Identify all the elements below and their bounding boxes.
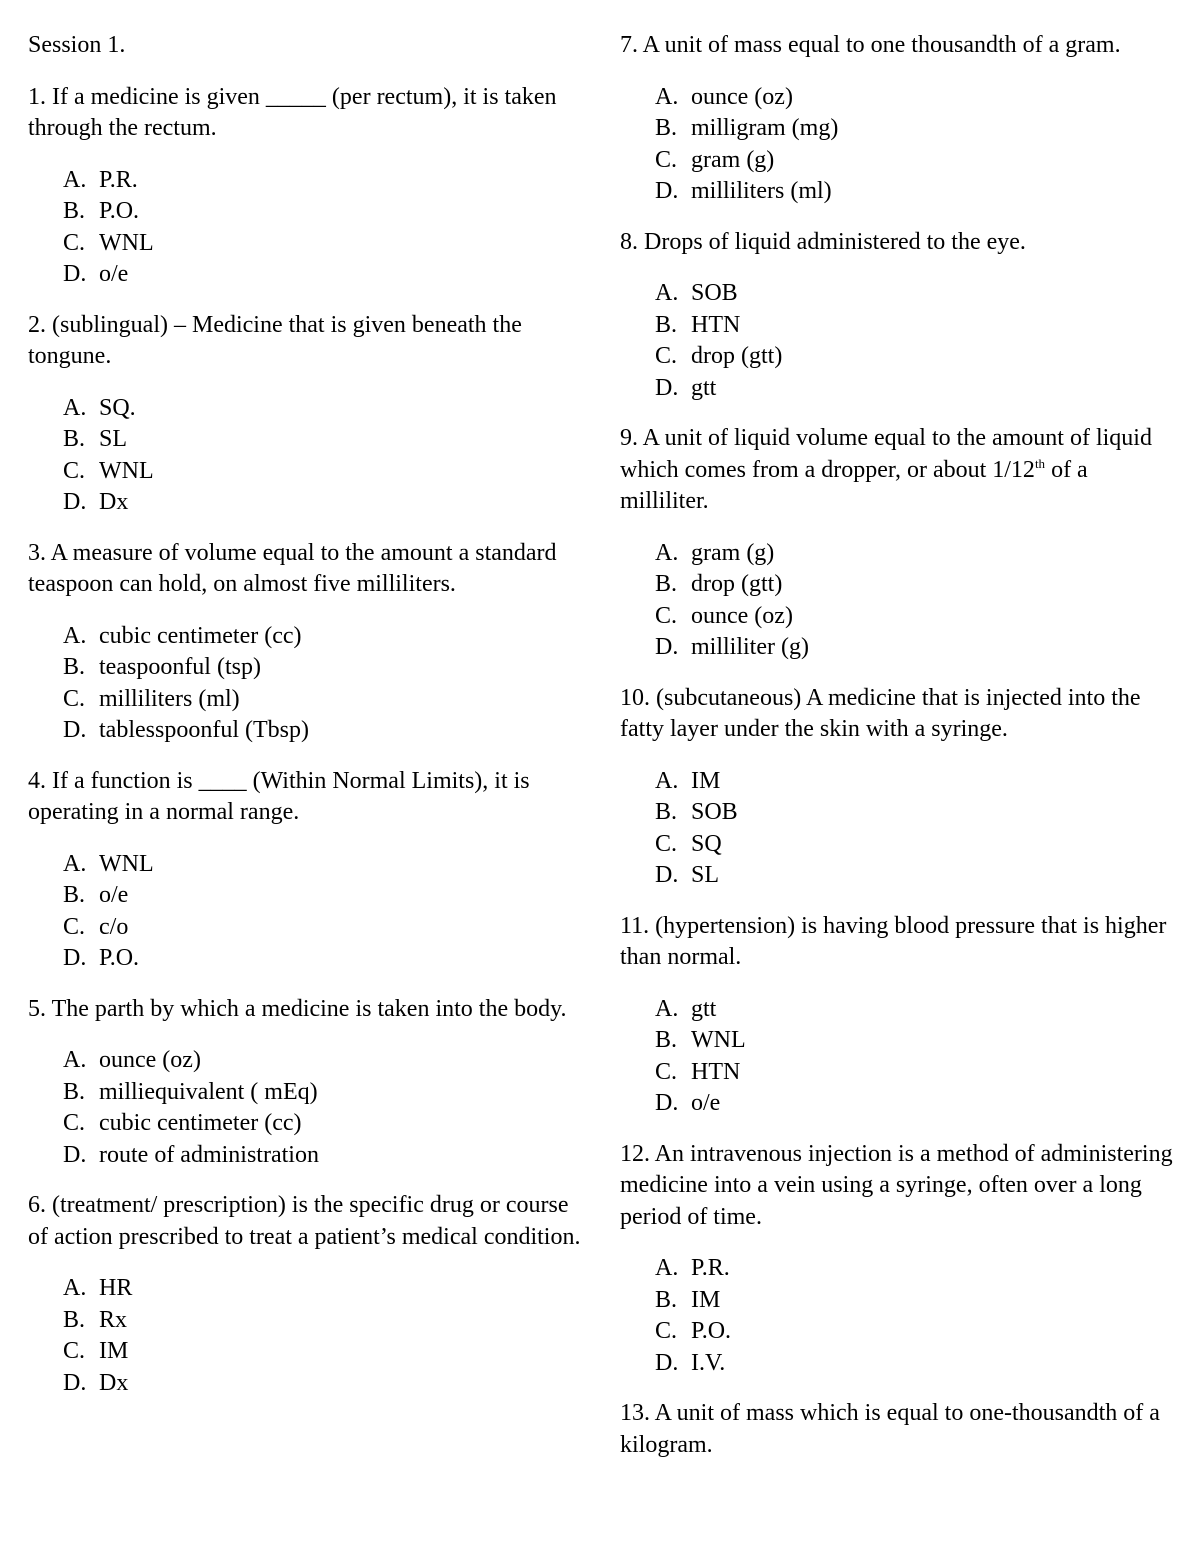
answer-options — [620, 278, 1180, 404]
session-title: Session 1. — [28, 32, 126, 58]
option-a[interactable]: A. cubic centimeter (cc) — [63, 622, 302, 649]
question-8 — [620, 227, 1180, 405]
question-text: 6. (treatment/ prescription) is the specific drug or course of action prescribed to treat a patient’s medical condition. — [28, 1192, 581, 1250]
question-9 — [620, 423, 1180, 664]
answer-options — [620, 538, 1180, 664]
answer-options — [28, 393, 590, 519]
question-text: 13. A unit of mass which is equal to one-thousandth of a kilogram. — [620, 1400, 1160, 1458]
option-c[interactable]: C. milliliters (ml) — [63, 685, 240, 712]
option-b[interactable]: B. Rx — [63, 1306, 128, 1333]
option-c[interactable]: C. SQ — [655, 830, 722, 857]
option-d[interactable]: D. gtt — [655, 374, 717, 401]
superscript: th — [1034, 455, 1046, 471]
option-c[interactable]: C. WNL — [63, 457, 154, 484]
option-a[interactable]: A. IM — [655, 767, 721, 794]
question-6 — [28, 1190, 590, 1399]
answer-options — [620, 1253, 1180, 1379]
answer-options — [28, 1045, 590, 1171]
option-c[interactable]: C. IM — [63, 1338, 129, 1364]
option-a[interactable]: A. ounce (oz) — [63, 1047, 201, 1073]
question-11 — [620, 911, 1180, 1120]
question-3 — [28, 538, 590, 747]
question-text: 4. If a function is ____ (Within Normal Limits), it is operating in a normal range. — [28, 767, 530, 825]
answer-options — [620, 994, 1180, 1120]
option-c[interactable]: C. cubic centimeter (cc) — [63, 1110, 302, 1136]
question-text: 12. An intravenous injection is a method of administering medicine into a vein using a syringe, often over a long period of time. — [620, 1140, 1173, 1230]
question-text: 2. (sublingual) – Medicine that is given beneath the tongune. — [28, 311, 522, 369]
question-text: 9. A unit of liquid volume equal to the amount of liquid which comes from a dropper, or about 1/12th of a milliliter. — [620, 425, 1152, 514]
option-d[interactable]: D. o/e — [63, 261, 129, 287]
question-13 — [620, 1398, 1180, 1461]
option-c[interactable]: C. gram (g) — [655, 146, 775, 173]
answer-options — [28, 621, 590, 747]
option-d[interactable]: D. o/e — [655, 1090, 721, 1116]
question-1 — [28, 82, 590, 291]
option-d[interactable]: D. route of administration — [63, 1141, 319, 1168]
option-a[interactable]: A. SOB — [655, 280, 738, 306]
option-d[interactable]: D. Dx — [63, 489, 129, 515]
option-a[interactable]: A. P.R. — [63, 166, 138, 193]
option-b[interactable]: B. milligram (mg) — [655, 115, 839, 141]
option-a[interactable]: A. WNL — [63, 850, 154, 877]
question-12 — [620, 1139, 1180, 1380]
option-c[interactable]: C. WNL — [63, 229, 154, 256]
option-b[interactable]: B. WNL — [655, 1027, 746, 1053]
option-b[interactable]: B. teaspoonful (tsp) — [63, 654, 261, 680]
option-a[interactable]: A. gtt — [655, 995, 717, 1022]
answer-options — [620, 82, 1180, 208]
option-b[interactable]: B. milliequivalent ( mEq) — [63, 1078, 318, 1105]
option-b[interactable]: B. SOB — [655, 799, 738, 825]
option-b[interactable]: B. SL — [63, 426, 128, 452]
option-b[interactable]: B. drop (gtt) — [655, 571, 783, 597]
question-text: 5. The parth by which a medicine is taken into the body. — [28, 995, 567, 1022]
option-c[interactable]: C. drop (gtt) — [655, 343, 783, 369]
option-a[interactable]: A. SQ. — [63, 394, 136, 421]
question-2 — [28, 310, 590, 519]
answer-options — [28, 165, 590, 291]
answer-options — [28, 1273, 590, 1399]
question-text: 3. A measure of volume equal to the amount a standard teaspoon can hold, on almost five milliliters. — [28, 539, 557, 597]
question-text: 10. (subcutaneous) A medicine that is injected into the fatty layer under the skin with a syringe. — [620, 684, 1141, 742]
option-d[interactable]: D. Dx — [63, 1369, 129, 1396]
answer-options — [620, 766, 1180, 892]
question-7 — [620, 30, 1180, 208]
option-b[interactable]: B. HTN — [655, 311, 741, 338]
option-d[interactable]: D. I.V. — [655, 1349, 726, 1376]
option-d[interactable]: D. SL — [655, 862, 720, 888]
option-a[interactable]: A. HR — [63, 1275, 133, 1301]
option-d[interactable]: D. milliliters (ml) — [655, 178, 832, 204]
option-d[interactable]: D. milliliter (g) — [655, 634, 809, 660]
option-b[interactable]: B. o/e — [63, 882, 129, 908]
option-b[interactable]: B. IM — [655, 1286, 721, 1313]
question-text: 7. A unit of mass equal to one thousandth of a gram. — [620, 32, 1121, 58]
question-text: 11. (hypertension) is having blood pressure that is higher than normal. — [620, 912, 1167, 970]
question-5 — [28, 994, 590, 1172]
option-c[interactable]: C. P.O. — [655, 1318, 732, 1344]
right-column — [620, 30, 1180, 1481]
question-text: 1. If a medicine is given _____ (per rectum), it is taken through the rectum. — [28, 83, 557, 141]
question-4 — [28, 766, 590, 975]
left-column — [28, 30, 590, 1418]
option-a[interactable]: A. P.R. — [655, 1255, 730, 1281]
option-d[interactable]: D. P.O. — [63, 945, 140, 971]
question-text: 8. Drops of liquid administered to the eye. — [620, 228, 1026, 255]
answer-options — [28, 849, 590, 975]
option-c[interactable]: C. HTN — [655, 1058, 741, 1085]
option-c[interactable]: C. ounce (oz) — [655, 602, 793, 629]
option-a[interactable]: A. gram (g) — [655, 539, 775, 566]
option-b[interactable]: B. P.O. — [63, 198, 140, 224]
option-a[interactable]: A. ounce (oz) — [655, 83, 793, 110]
question-10 — [620, 683, 1180, 892]
option-c[interactable]: C. c/o — [63, 913, 129, 940]
option-d[interactable]: D. tablesspoonful (Tbsp) — [63, 717, 309, 743]
